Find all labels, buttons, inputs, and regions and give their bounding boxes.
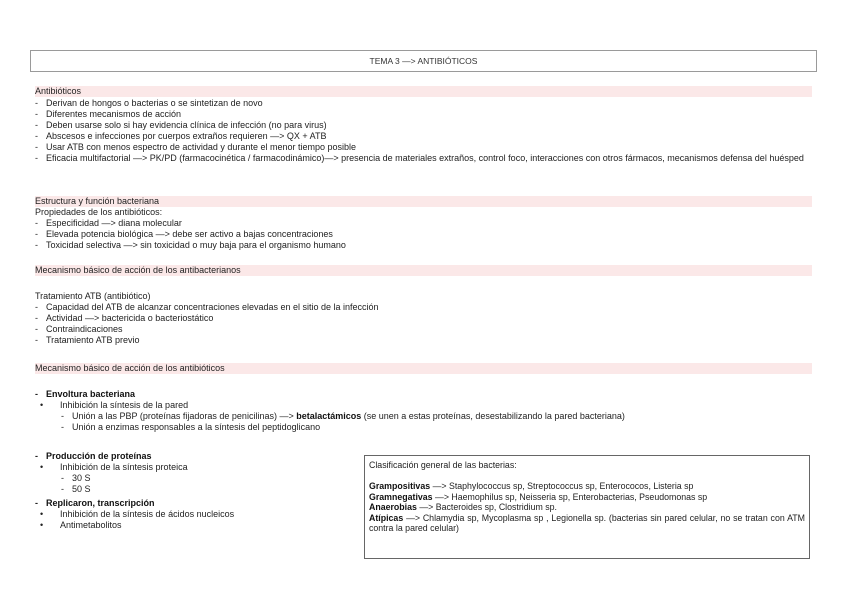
- list-item: Especificidad —> diana molecular: [46, 218, 182, 228]
- classification-row: [369, 502, 805, 513]
- page-title: TEMA 3 —> ANTIBIÓTICOS: [30, 50, 817, 72]
- classification-label: Grampositivas: [369, 481, 431, 491]
- classification-label: Gramnegativas: [369, 491, 433, 502]
- list-item: Toxicidad selectiva —> sin toxicidad o muy baja para el organismo humano: [46, 240, 346, 250]
- list-item: Abscesos e infecciones por cuerpos extraños requieren —> QX + ATB: [46, 131, 327, 141]
- list-item: Derivan de hongos o bacterias o se sintetizan de novo: [46, 98, 263, 108]
- dash: -: [61, 422, 64, 432]
- list-item: Usar ATB con menos espectro de actividad y durante el menor tiempo posible: [46, 142, 356, 152]
- dash: -: [61, 411, 64, 421]
- classification-row: [369, 513, 805, 534]
- classification-row: [369, 481, 805, 492]
- list-item: Diferentes mecanismos de acción: [46, 109, 182, 119]
- subheading-propiedades: Propiedades de los antibióticos:: [35, 207, 163, 217]
- betalactamicos-term: betalactámicos: [296, 411, 362, 421]
- classification-label: Atípicas: [369, 512, 404, 523]
- bullet-icon: •: [40, 509, 44, 519]
- dash: -: [35, 142, 38, 152]
- dash: -: [35, 240, 38, 250]
- dash: -: [35, 302, 38, 312]
- bullet-icon: •: [40, 400, 44, 410]
- dash: -: [35, 120, 38, 130]
- dash: -: [35, 131, 38, 141]
- dash: -: [35, 109, 38, 119]
- dash: -: [35, 153, 38, 163]
- sub-text: Unión a las PBP (proteínas fijadoras de penicilinas) —>: [72, 411, 297, 421]
- list-item: Elevada potencia biológica —> debe ser activo a bajas concentraciones: [46, 229, 333, 239]
- list-item: Inhibición de la síntesis de ácidos nucleicos: [60, 509, 235, 519]
- sub-text: (se unen a estas proteínas, desestabilizando la pared bacteriana): [361, 411, 625, 421]
- dash: -: [35, 498, 38, 508]
- list-item: Antimetabolitos: [60, 520, 122, 530]
- dash: -: [35, 98, 38, 108]
- list-item: Contraindicaciones: [46, 324, 123, 334]
- list-item: Actividad —> bactericida o bacteriostático: [46, 313, 214, 323]
- dash: -: [35, 451, 38, 461]
- section-heading-antibioticos: Antibióticos: [35, 86, 812, 97]
- bullet-icon: •: [40, 462, 44, 472]
- dash: -: [35, 218, 38, 228]
- list-item: Capacidad del ATB de alcanzar concentraciones elevadas en el sitio de la infección: [46, 302, 379, 312]
- produccion-title: Producción de proteínas: [46, 451, 152, 461]
- subheading-tratamiento: Tratamiento ATB (antibiótico): [35, 291, 151, 301]
- list-item: [72, 411, 625, 421]
- dash: -: [35, 324, 38, 334]
- classification-text: —> Haemophilus sp, Neisseria sp, Enterobacterias, Pseudomonas sp: [432, 491, 708, 502]
- bullet-icon: •: [40, 520, 44, 530]
- list-item: Eficacia multifactorial —> PK/PD (farmacocinética / farmacodinámico)—> presencia de materiales extraños, control foco, interacciones con otros fármacos, mecanismos defensa del huésped: [46, 153, 804, 163]
- classification-text: —> Chlamydia sp, Mycoplasma sp , Legionella sp. (bacterias sin pared celular, no se tratan con ATM contra la pared celular): [369, 512, 805, 533]
- dash: -: [35, 313, 38, 323]
- classification-label: Anaerobias: [369, 502, 417, 512]
- section-heading-mecanismo-antibioticos: Mecanismo básico de acción de los antibióticos: [35, 363, 812, 374]
- section-heading-mecanismo-antibacterianos: Mecanismo básico de acción de los antibacterianos: [35, 265, 812, 276]
- envoltura-title: Envoltura bacteriana: [46, 389, 136, 399]
- list-item: Deben usarse solo si hay evidencia clínica de infección (no para virus): [46, 120, 327, 130]
- dash: -: [35, 389, 38, 399]
- list-item: 30 S: [72, 473, 91, 483]
- classification-text: —> Staphylococcus sp, Streptococcus sp, Enterococos, Listeria sp: [430, 481, 694, 491]
- replicacion-title: Replicaron, transcripción: [46, 498, 155, 508]
- list-item: 50 S: [72, 484, 91, 494]
- list-item: Inhibición la síntesis de la pared: [60, 400, 189, 410]
- classification-box: [364, 455, 810, 559]
- classification-text: —> Bacteroides sp, Clostridium sp.: [416, 502, 557, 512]
- list-item: Tratamiento ATB previo: [46, 335, 140, 345]
- list-item: Unión a enzimas responsables a la síntesis del peptidoglicano: [72, 422, 321, 432]
- classification-title: Clasificación general de las bacterias:: [369, 460, 517, 470]
- dash: -: [35, 335, 38, 345]
- dash: -: [61, 484, 64, 494]
- section-heading-estructura: Estructura y función bacteriana: [35, 196, 812, 207]
- dash: -: [35, 229, 38, 239]
- dash: -: [61, 473, 64, 483]
- list-item: Inhibición de la síntesis proteica: [60, 462, 188, 472]
- classification-row: [369, 492, 805, 503]
